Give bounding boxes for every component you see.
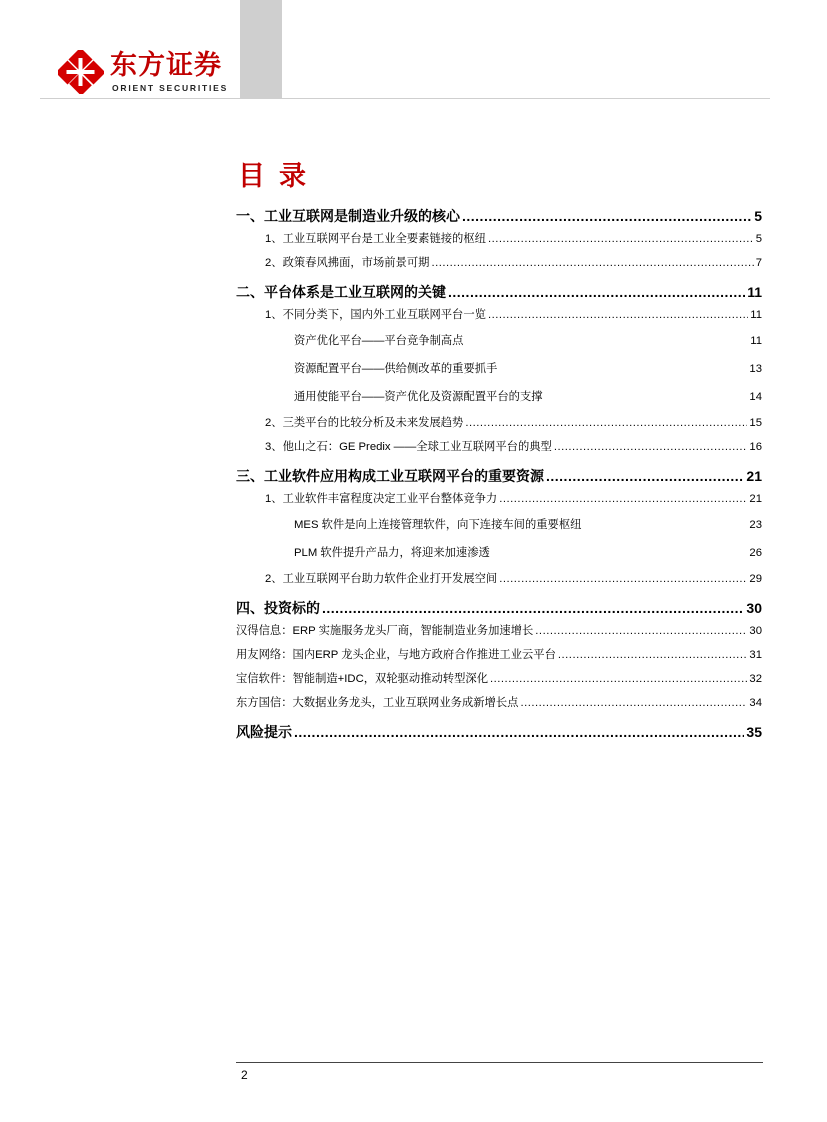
toc-dot-leader [535, 619, 747, 643]
toc-entry[interactable] [236, 327, 762, 355]
toc-entry-text: 3、他山之石：GE Predix ——全球工业互联网平台的典型 [265, 441, 552, 453]
toc-entry-text: 通用使能平台——资产优化及资源配置平台的支撑 [294, 391, 543, 403]
toc-entry-text: 资源配置平台——供给侧改革的重要抓手 [294, 363, 498, 375]
toc-page-number: 5 [754, 208, 762, 224]
toc-entry-text: 2、三类平台的比较分析及未来发展趋势 [265, 417, 464, 429]
table-of-contents [236, 205, 762, 743]
toc-page-number: 29 [749, 573, 762, 585]
toc-entry-text: 二、平台体系是工业互联网的关键 [236, 284, 446, 300]
toc-page-number: 7 [755, 257, 762, 269]
toc-dot-leader [488, 227, 754, 251]
toc-page-number: 5 [755, 233, 762, 245]
toc-entry[interactable] [236, 567, 762, 591]
toc-dot-leader [294, 721, 744, 743]
toc-entry-text: 东方国信：大数据业务龙头，工业互联网业务成新增长点 [236, 697, 519, 709]
footer-divider [236, 1062, 763, 1063]
toc-page-number: 26 [749, 547, 762, 559]
toc-dot-leader [546, 465, 744, 487]
toc-page-number: 23 [749, 519, 762, 531]
toc-page-number: 21 [746, 468, 762, 484]
toc-page-number: 30 [749, 625, 762, 637]
toc-entry[interactable] [236, 539, 762, 567]
toc-entry-text: 2、政策春风拂面，市场前景可期 [265, 257, 430, 269]
toc-page-number: 11 [747, 284, 762, 300]
toc-entry-text: 三、工业软件应用构成工业互联网平台的重要资源 [236, 468, 544, 484]
toc-entry-text: MES 软件是向上连接管理软件，向下连接车间的重要枢纽 [294, 519, 582, 531]
toc-dot-leader [448, 281, 745, 303]
toc-page-number: 15 [749, 417, 762, 429]
toc-entry-text: 用友网络：国内ERP 龙头企业，与地方政府合作推进工业云平台 [236, 649, 556, 661]
toc-entry-text: 1、工业互联网平台是工业全要素链接的枢纽 [265, 233, 486, 245]
toc-entry[interactable] [236, 487, 762, 511]
toc-entry[interactable] [236, 251, 762, 275]
toc-entry[interactable] [236, 643, 762, 667]
toc-entry-text: 1、工业软件丰富程度决定工业平台整体竞争力 [265, 493, 498, 505]
logo-mark-icon [58, 50, 104, 94]
toc-entry[interactable] [236, 597, 762, 619]
toc-entry[interactable] [236, 227, 762, 251]
toc-page-number: 35 [746, 724, 762, 740]
company-logo [58, 50, 233, 95]
toc-entry-text: 风险提示 [236, 724, 292, 740]
toc-entry[interactable] [236, 465, 762, 487]
toc-page-number: 21 [749, 493, 762, 505]
toc-entry-text: 四、投资标的 [236, 600, 320, 616]
toc-entry-text: 汉得信息：ERP 实施服务龙头厂商，智能制造业务加速增长 [236, 625, 534, 637]
toc-page-number: 14 [749, 391, 762, 403]
toc-entry[interactable] [236, 691, 762, 715]
toc-entry[interactable] [236, 281, 762, 303]
toc-page-number: 16 [749, 441, 762, 453]
header-gray-block [240, 0, 282, 98]
toc-entry[interactable] [236, 435, 762, 459]
toc-page-number: 30 [746, 600, 762, 616]
toc-dot-leader [554, 435, 748, 459]
toc-dot-leader [558, 643, 748, 667]
toc-entry[interactable] [236, 619, 762, 643]
toc-page-number: 34 [749, 697, 762, 709]
header-divider [40, 98, 770, 99]
toc-dot-leader [465, 411, 747, 435]
toc-entry[interactable] [236, 667, 762, 691]
page-number: 2 [241, 1068, 248, 1082]
toc-entry-text: 1、不同分类下，国内外工业互联网平台一览 [265, 309, 486, 321]
toc-entry[interactable] [236, 355, 762, 383]
toc-page-number: 31 [749, 649, 762, 661]
toc-title: 目录 [238, 161, 320, 192]
toc-entry-text: 2、工业互联网平台助力软件企业打开发展空间 [265, 573, 498, 585]
toc-entry[interactable] [236, 511, 762, 539]
toc-page-number: 11 [750, 335, 762, 347]
toc-dot-leader [499, 567, 747, 591]
toc-dot-leader [520, 691, 747, 715]
toc-dot-leader [490, 667, 747, 691]
toc-page-number: 32 [749, 673, 762, 685]
toc-page-number: 13 [749, 363, 762, 375]
toc-dot-leader [499, 487, 747, 511]
logo-english-name: ORIENT SECURITIES [112, 83, 229, 93]
toc-entry[interactable] [236, 303, 762, 327]
toc-dot-leader [322, 597, 744, 619]
toc-entry[interactable] [236, 383, 762, 411]
toc-dot-leader [431, 251, 753, 275]
toc-page-number: 11 [750, 309, 762, 321]
toc-entry-text: 资产优化平台——平台竞争制高点 [294, 335, 464, 347]
toc-dot-leader [488, 303, 748, 327]
toc-entry-text: 一、工业互联网是制造业升级的核心 [236, 208, 460, 224]
logo-chinese-name: 东方证券 [110, 50, 222, 81]
toc-entry[interactable] [236, 205, 762, 227]
toc-entry-text: 宝信软件：智能制造+IDC，双轮驱动推动转型深化 [236, 673, 488, 685]
toc-entry[interactable] [236, 721, 762, 743]
toc-entry-text: PLM 软件提升产品力，将迎来加速渗透 [294, 547, 490, 559]
toc-dot-leader [462, 205, 752, 227]
toc-entry[interactable] [236, 411, 762, 435]
